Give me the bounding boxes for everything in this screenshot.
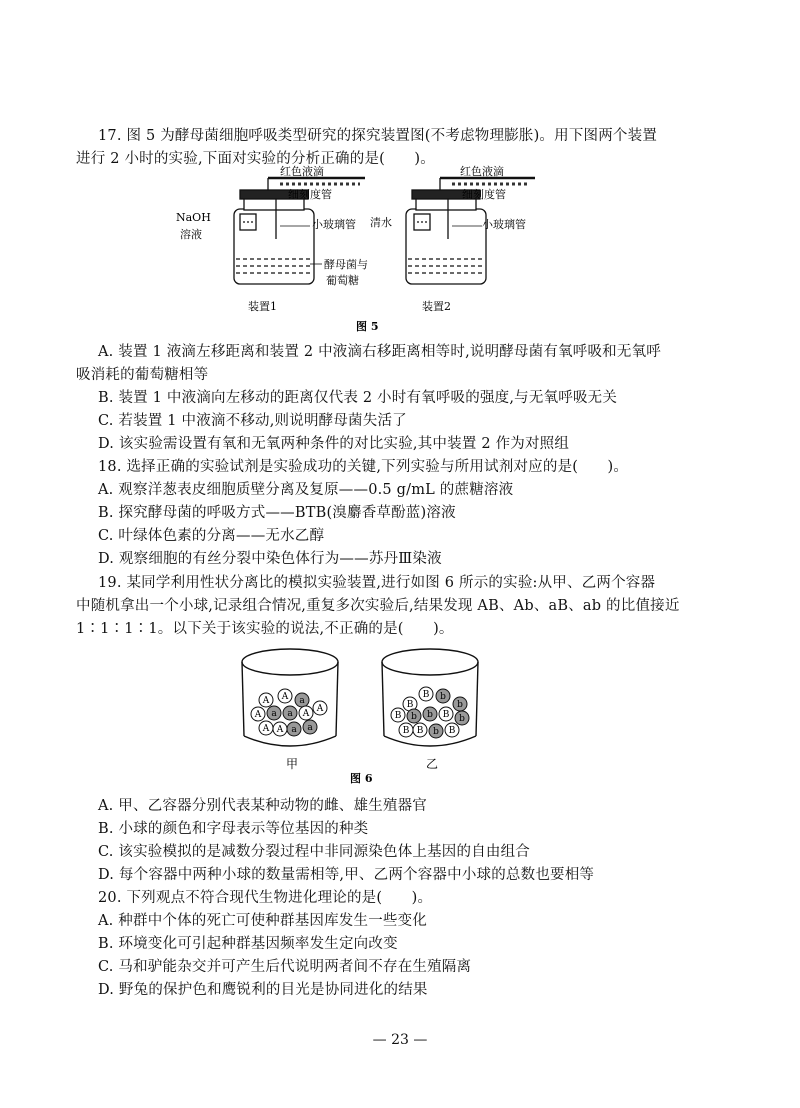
ball-a-3: a: [287, 709, 293, 719]
q19-option-c: C. 该实验模拟的是减数分裂过程中非同源染色体上基因的自由组合: [98, 844, 530, 860]
q20-option-b: B. 环境变化可引起种群基因频率发生定向改变: [98, 936, 398, 952]
q17-option-a-line2: 吸消耗的葡萄糖相等: [76, 367, 209, 383]
figure-6-drawing: [230, 640, 490, 790]
q18-option-b: B. 探究酵母菌的呼吸方式——BTB(溴麝香草酚蓝)溶液: [98, 505, 456, 521]
fig5-water: 清水: [370, 216, 392, 229]
figure-5: [160, 164, 580, 339]
q19-stem-line2: 中随机拿出一个小球,记录组合情况,重复多次实验后,结果发现 AB、Ab、aB、ab 的比值接近: [76, 598, 680, 614]
page-number: — 23 —: [372, 1032, 428, 1048]
ball-b-6: b: [433, 727, 439, 737]
q19-option-b: B. 小球的颜色和字母表示等位基因的种类: [98, 821, 369, 837]
q17-option-d: D. 该实验需设置有氧和无氧两种条件的对比实验,其中装置 2 作为对照组: [98, 436, 570, 452]
fig5-device2-label: 装置2: [422, 300, 451, 313]
q18-stem: 18. 选择正确的实验试剂是实验成功的关键,下列实验与所用试剂对应的是( )。: [98, 459, 629, 475]
ball-B-4: B: [442, 710, 450, 720]
ball-A-7: A: [276, 725, 284, 735]
fig5-yeast-label: 酵母菌与: [324, 258, 368, 271]
fig5-glass-tube-1: 小玻璃管: [312, 218, 356, 231]
q19-stem-line1: 19. 某同学利用性状分离比的模拟实验装置,进行如图 6 所示的实验:从甲、乙两个容器: [98, 575, 656, 591]
fig5-solution: 溶液: [180, 228, 202, 241]
q18-option-d: D. 观察细胞的有丝分裂中染色体行为——苏丹Ⅲ染液: [98, 551, 442, 567]
figure-5-drawing: [160, 164, 580, 339]
ball-A-3: A: [254, 710, 262, 720]
fig5-red-drop-2: 红色液滴: [460, 165, 504, 178]
q20-option-a: A. 种群中个体的死亡可使种群基因库发生一些变化: [98, 913, 427, 929]
q17-option-b: B. 装置 1 中液滴向左移动的距离仅代表 2 小时有氧呼吸的强度,与无氧呼吸无关: [98, 390, 618, 406]
ball-b-1: b: [440, 692, 446, 702]
q19-option-d: D. 每个容器中两种小球的数量需相等,甲、乙两个容器中小球的总数也要相等: [98, 867, 595, 883]
q18-option-a: A. 观察洋葱表皮细胞质壁分离及复原——0.5 g/mL 的蔗糖溶液: [98, 482, 514, 498]
jar-1-balls: [251, 689, 327, 736]
fig5-caption: 图 5: [356, 320, 379, 333]
q17-option-a-line1: A. 装置 1 液滴左移距离和装置 2 中液滴右移距离相等时,说明酵母菌有氧呼吸和无氧呼: [98, 344, 661, 360]
ball-A-4: A: [302, 709, 310, 719]
q17-stem-line1: 17. 图 5 为酵母菌细胞呼吸类型研究的探究装置图(不考虑物理膨胀)。用下图两个装置: [98, 128, 658, 144]
jar-2-label: 乙: [426, 757, 439, 771]
q20-option-c: C. 马和驴能杂交并可产生后代说明两者间不存在生殖隔离: [98, 959, 472, 975]
ball-b-2: b: [457, 700, 463, 710]
fig5-glass-tube-2: 小玻璃管: [482, 218, 526, 231]
fig5-glucose-label: 葡萄糖: [326, 274, 359, 287]
ball-A-5: A: [316, 704, 324, 714]
fig5-device1-label: 装置1: [248, 300, 277, 313]
ball-A-6: A: [262, 724, 270, 734]
ball-a-5: a: [307, 723, 313, 733]
fig6-caption: 图 6: [350, 772, 373, 785]
ball-A-1: A: [262, 696, 270, 706]
q19-option-a: A. 甲、乙容器分别代表某种动物的雌、雄生殖器官: [98, 798, 427, 814]
jar-1-label: 甲: [286, 757, 299, 771]
fig5-red-drop-1: 红色液滴: [280, 165, 324, 178]
ball-B-7: B: [448, 726, 456, 736]
ball-B-3: B: [394, 711, 402, 721]
ball-b-5: b: [459, 714, 465, 724]
ball-b-3: b: [411, 712, 417, 722]
figure-6: [230, 640, 490, 790]
q19-stem-line3: 1∶1∶1∶1。以下关于该实验的说法,不正确的是( )。: [76, 621, 454, 637]
jar-2-balls: [391, 687, 469, 738]
q17-option-c: C. 若装置 1 中液滴不移动,则说明酵母菌失活了: [98, 413, 407, 429]
ball-B-2: B: [406, 700, 414, 710]
ball-a-4: a: [291, 725, 297, 735]
ball-B-6: B: [416, 726, 424, 736]
ball-a-2: a: [271, 709, 277, 719]
ball-B-5: B: [402, 726, 410, 736]
ball-b-4: b: [427, 710, 433, 720]
q20-option-d: D. 野兔的保护色和鹰锐利的目光是协同进化的结果: [98, 982, 428, 998]
fig5-tube-2: 细刻度管: [462, 188, 506, 201]
ball-a-1: a: [299, 696, 305, 706]
q17-stem-line2: 进行 2 小时的实验,下面对实验的分析正确的是( )。: [76, 151, 435, 167]
fig5-tube-1: 细刻度管: [288, 188, 332, 201]
fig5-naoh: NaOH: [176, 211, 211, 224]
ball-A-2: A: [281, 692, 289, 702]
q18-option-c: C. 叶绿体色素的分离——无水乙醇: [98, 528, 325, 544]
q20-stem: 20. 下列观点不符合现代生物进化理论的是( )。: [98, 890, 433, 906]
ball-B-1: B: [422, 690, 430, 700]
